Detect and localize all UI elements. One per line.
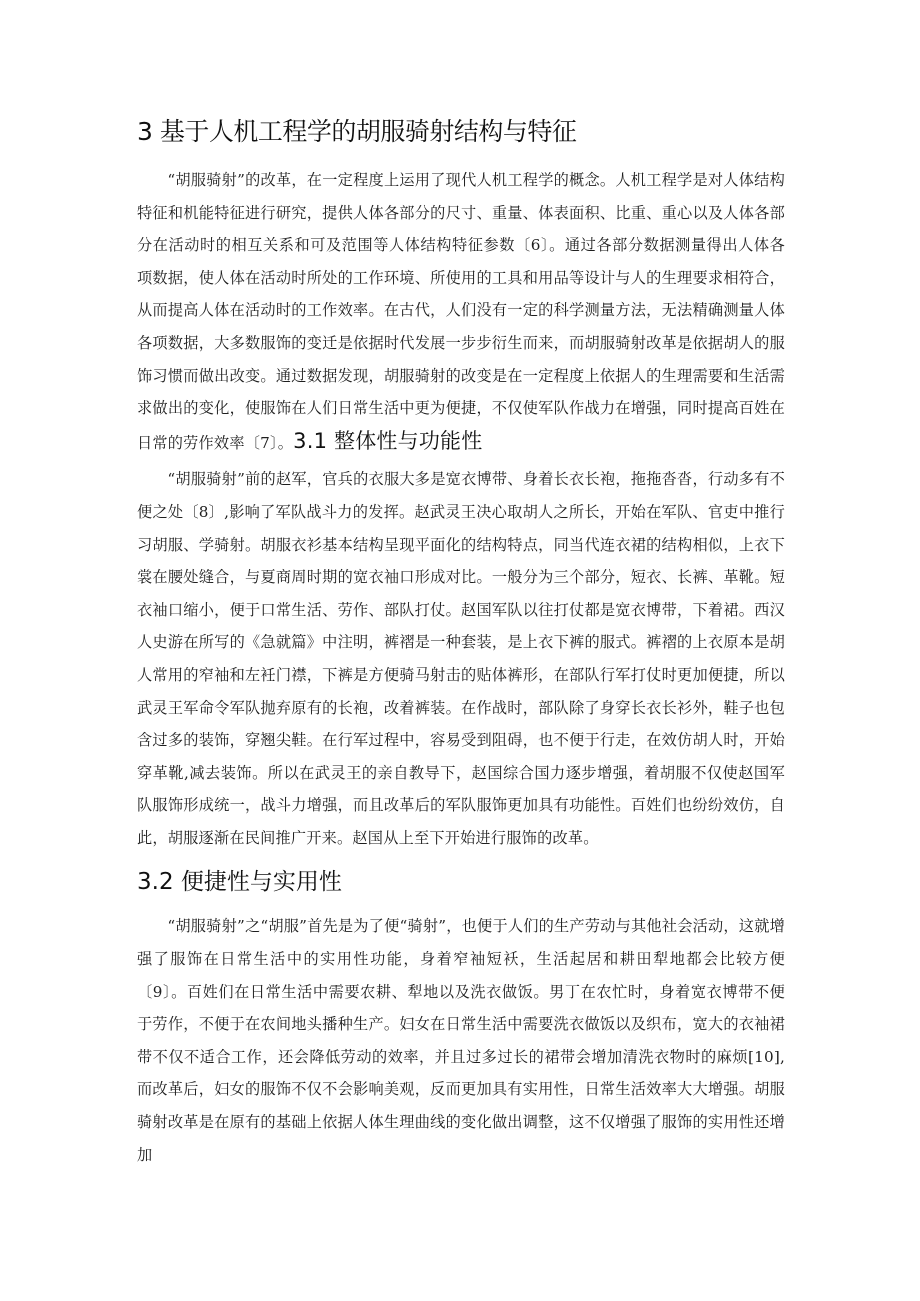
- section-3-1-paragraph: “胡服骑射”前的赵军，官兵的衣服大多是宽衣博带、身着长衣长袍，拖拖沓沓，行动多有不便之处〔8〕,影响了军队战斗力的发挥。赵武灵王决心取胡人之所长，开始在军队、官吏中推行习胡服、学骑射。胡服衣衫基本结构呈现平面化的结构特点，同当代连衣裙的结构相似，上衣下裳在腰处缝合，与夏商周时期的宽衣袖口形成对比。一般分为三个部分，短衣、长裤、革靴。短衣袖口缩小，便于口常生活、劳作、部队打仗。赵国军队以往打仗都是宽衣博带，下着裙。西汉人史游在所写的《急就篇》中注明，裤褶是一种套装，是上衣下裤的服式。裤褶的上衣原本是胡人常用的窄袖和左衽门襟，下裤是方便骑马射击的贴体裤形，在部队行军打仗时更加便捷，所以武灵王军命令军队抛弃原有的长袍，改着裤装。在作战时，部队除了身穿长衣长衫外，鞋子也包含过多的装饰，穿翘尖鞋。在行军过程中，容易受到阻碍，也不便于行走，在效仿胡人时，开始穿革靴,减去装饰。所以在武灵王的亲自教导下，赵国综合国力逐步增强，着胡服不仅使赵国军队服饰形成统一，战斗力增强，而且改革后的军队服饰更加具有功能性。百姓们也纷纷效仿，自此，胡服逐渐在民间推广开来。赵国从上至下开始进行服饰的改革。: [137, 470, 785, 847]
- document-body: [137, 112, 785, 1171]
- section-3-2-paragraph: “胡服骑射”之“胡服”首先是为了便“骑射”，也便于人们的生产劳动与其他社会活动，这就增强了服饰在日常生活中的实用性功能，身着窄袖短袄，生活起居和耕田犁地都会比较方便〔9〕。百姓们在日常生活中需要农耕、犁地以及洗衣做饭。男丁在农忙时，身着宽衣博带不便于劳作，不便于在农间地头播种生产。妇女在日常生活中需要洗衣做饭以及织布，宽大的衣袖裙带不仅不适合工作，还会降低劳动的效率，并且过多过长的裙带会增加清洗衣物时的麻烦[10],而改革后，妇女的服饰不仅不会影响美观，反而更加具有实用性，日常生活效率大大增强。胡服骑射改革是在原有的基础上依据人体生理曲线的变化做出调整，这不仅增强了服饰的实用性还增加: [137, 917, 785, 1164]
- section-3-paragraph: [137, 164, 785, 459]
- section-3-1-heading: 3.1 整体性与功能性: [293, 428, 483, 453]
- section-3-text: “胡服骑射”的改革，在一定程度上运用了现代人机工程学的概念。人机工程学是对人体结构特征和机能特征进行研究，提供人体各部分的尺寸、重量、体表面积、比重、重心以及人体各部分在活动时的相互关系和可及范围等人体结构特征参数〔6〕。通过各部分数据测量得出人体各项数据，使人体在活动时所处的工作环境、所使用的工具和用品等设计与人的生理要求相符合，从而提高人体在活动时的工作效率。在古代，人们没有一定的科学测量方法，无法精确测量人体各项数据，大多数服饰的变迁是依据时代发展一步步衍生而来，而胡服骑射改革是依据胡人的服饰习惯而做出改变。通过数据发现，胡服骑射的改变是在一定程度上依据人的生理需要和生活需求做出的变化，使服饰在人们日常生活中更为便捷，不仅使军队作战力在增强，同时提高百姓在日常的劳作效率〔7〕。: [137, 171, 785, 452]
- section-3-2-heading: 3.2 便捷性与实用性: [137, 869, 342, 896]
- section-3-heading: 3 基于人机工程学的胡服骑射结构与特征: [137, 117, 577, 146]
